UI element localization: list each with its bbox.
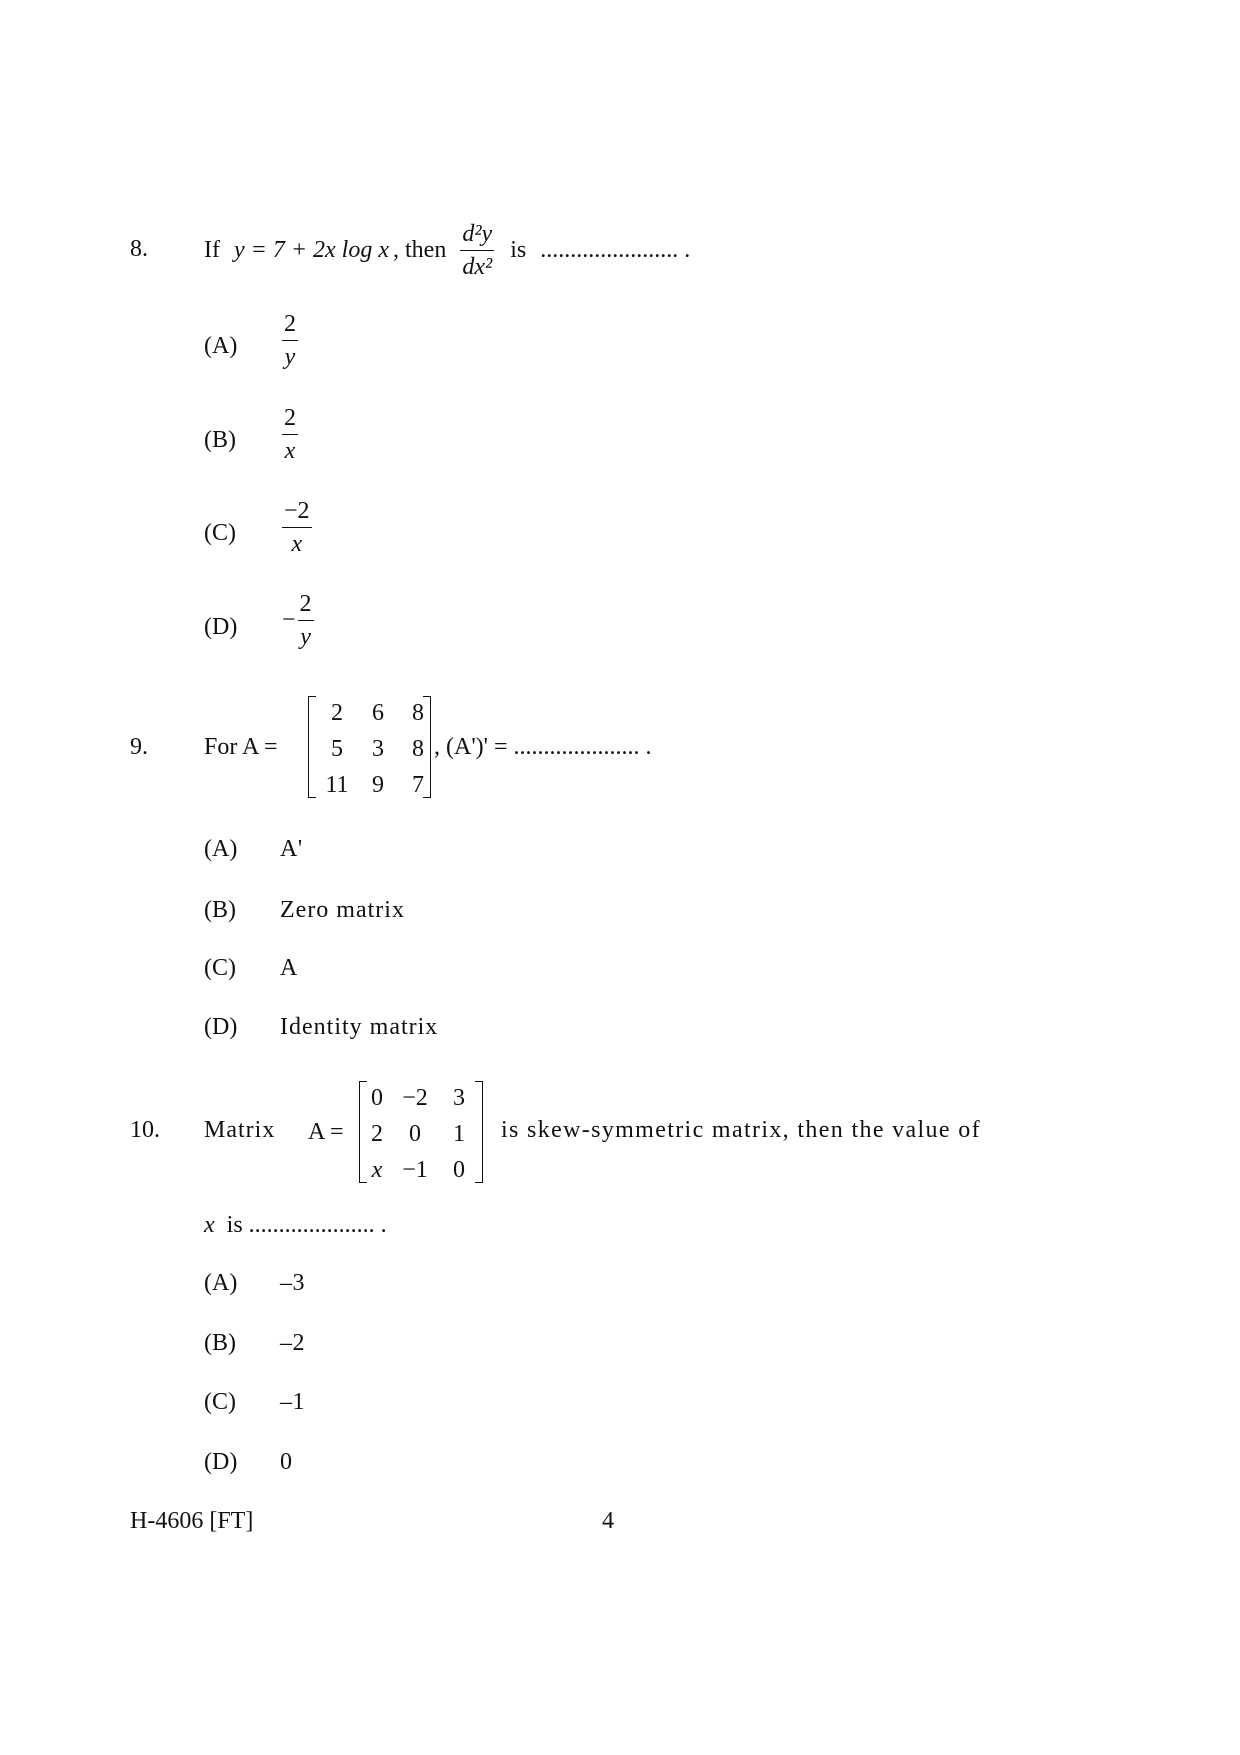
footer-page-number: 4 (602, 1508, 614, 1534)
option-text: –1 (280, 1389, 305, 1415)
q8-derivative-numerator: d²y (462, 220, 493, 247)
matrix-cell: 7 (412, 771, 424, 798)
matrix-cell: 3 (372, 735, 384, 762)
q8-option-b-fraction (282, 406, 298, 463)
q8-option-d-minus: − (282, 607, 296, 633)
matrix-cell: 11 (325, 771, 349, 798)
option-label: (A) (204, 333, 238, 359)
q8-option-a-fraction (282, 312, 298, 369)
option-label: (A) (204, 836, 238, 862)
matrix-cell: −1 (402, 1156, 428, 1183)
matrix-cell: 8 (412, 735, 424, 762)
option-text: A (280, 955, 298, 981)
fraction-denominator: x (291, 531, 303, 557)
matrix-cell: 1 (453, 1120, 465, 1147)
matrix-cell: 3 (453, 1084, 465, 1111)
q8-option-c-fraction (282, 499, 312, 556)
question-9-number: 9. (130, 734, 148, 760)
option-label: (D) (204, 1014, 238, 1040)
q10-matrix (365, 1083, 477, 1185)
question-10-number: 10. (130, 1117, 160, 1143)
q8-option-d-fraction (298, 592, 314, 649)
fraction-numerator: −2 (284, 498, 310, 524)
option-label: (D) (204, 1449, 238, 1475)
option-label: (B) (204, 427, 236, 453)
fraction-denominator: y (300, 624, 311, 650)
q8-then: , then (393, 236, 447, 263)
q9-matrix (316, 698, 438, 800)
q8-blank: ....................... . (540, 236, 691, 263)
option-label: (C) (204, 955, 236, 981)
option-label: (C) (204, 1389, 236, 1415)
option-label: (B) (204, 1330, 236, 1356)
option-label: (A) (204, 1270, 238, 1296)
q10-blank: is ..................... . (226, 1212, 387, 1238)
matrix-cell: 2 (331, 699, 343, 726)
option-label: (C) (204, 520, 236, 546)
fraction-denominator: x (284, 438, 296, 464)
matrix-cell: 5 (331, 735, 343, 762)
matrix-right-bracket (475, 1081, 483, 1183)
option-text: 0 (280, 1449, 293, 1475)
q9-stem-lead: For A = (204, 734, 278, 760)
question-8-number: 8. (130, 236, 148, 262)
question-8-stem (204, 210, 690, 290)
matrix-cell: 0 (409, 1120, 421, 1147)
option-label: (B) (204, 897, 236, 923)
matrix-cell: 9 (372, 771, 384, 798)
q10-stem-line-2 (204, 1212, 387, 1239)
matrix-cell: 8 (412, 699, 424, 726)
fraction-numerator: 2 (284, 405, 296, 431)
option-text: –3 (280, 1270, 305, 1296)
q8-if: If (204, 236, 220, 263)
q8-derivative-fraction (460, 222, 494, 279)
footer-paper-code: H-4606 [FT] (130, 1508, 254, 1534)
option-text: A' (280, 836, 303, 862)
fraction-denominator: y (284, 344, 296, 370)
q8-equation: y = 7 + 2x log x (233, 236, 389, 263)
matrix-cell: x (371, 1156, 383, 1183)
q8-is: is (510, 236, 527, 263)
matrix-cell: 2 (371, 1120, 383, 1147)
matrix-cell: −2 (402, 1084, 428, 1111)
q10-stem-lead: Matrix (204, 1117, 276, 1143)
option-label: (D) (204, 614, 238, 640)
option-text: Identity matrix (280, 1014, 439, 1040)
q9-stem-tail: , (A')' = ..................... . (434, 734, 652, 760)
fraction-numerator: 2 (284, 311, 296, 337)
fraction-numerator: 2 (299, 591, 312, 617)
q10-stem-tail: is skew-symmetric matrix, then the value of (501, 1117, 981, 1143)
matrix-cell: 6 (372, 699, 384, 726)
q8-derivative-denominator: dx² (462, 253, 493, 280)
matrix-cell: 0 (371, 1084, 383, 1111)
matrix-left-bracket (308, 696, 316, 798)
option-text: –2 (280, 1330, 305, 1356)
option-text: Zero matrix (280, 897, 405, 923)
q10-stem-eq: A = (308, 1119, 344, 1145)
matrix-right-bracket (423, 696, 431, 798)
matrix-cell: 0 (453, 1156, 465, 1183)
q10-variable-x: x (204, 1212, 215, 1238)
